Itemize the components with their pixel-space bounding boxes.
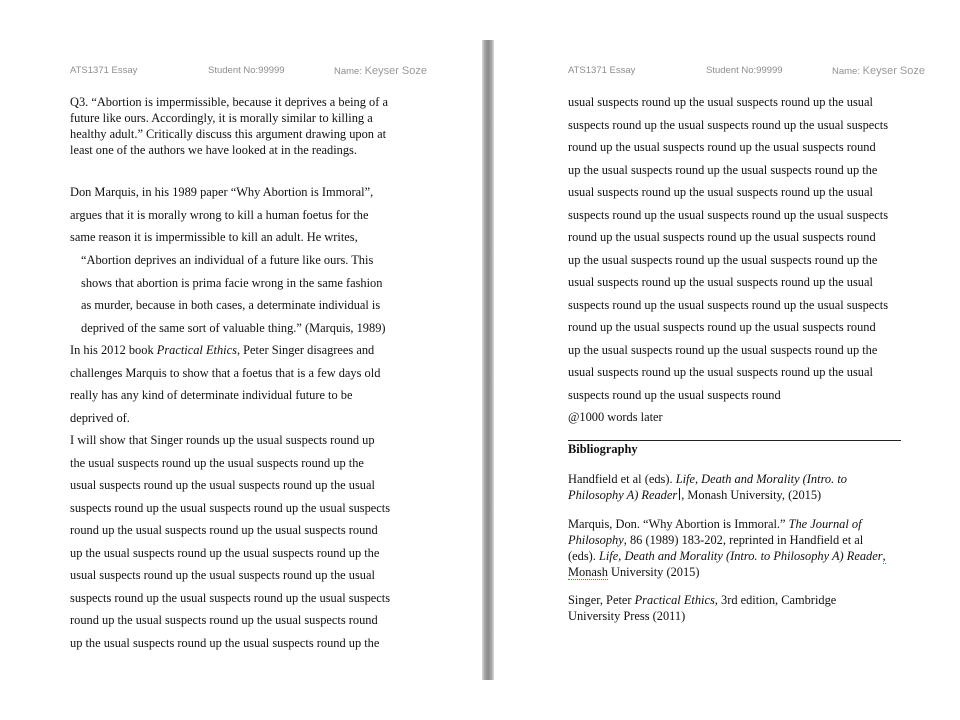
quote-line: as murder, because in both cases, a determinate individual is	[81, 298, 381, 312]
text-line: deprived of.	[70, 410, 130, 425]
grammar-squiggle: ,	[882, 549, 886, 563]
text-line: usual suspects round up the usual suspects round up the usual	[70, 568, 375, 582]
header-name-value: Keyser Soze	[364, 65, 427, 77]
text-line: same reason it is impermissible to kill an adult. He writes,	[70, 230, 358, 244]
text-line: challenges Marquis to show that a foetus that is a few days old	[70, 365, 381, 380]
bibliography-entry-marquis[interactable]	[568, 516, 886, 580]
bib-line	[568, 487, 847, 503]
quote-line: “Abortion deprives an individual of a future like ours. This	[81, 253, 374, 267]
text-line: suspects round up the usual suspects round up the usual suspects	[568, 297, 889, 312]
bib-line	[568, 548, 886, 564]
bibliography-entry-singer[interactable]	[568, 592, 836, 624]
text-line: suspects round up the usual suspects round up the usual suspects	[568, 117, 889, 132]
text-line: usual suspects round up the usual suspects round up the usual	[568, 365, 873, 379]
essay-intro-paragraph[interactable]	[70, 181, 373, 249]
thesis-paragraph[interactable]	[70, 429, 390, 654]
singer-pre: In his 2012 book	[70, 343, 157, 357]
header-name-label: Name:	[832, 66, 860, 77]
header-student-no-right: Student No:99999	[706, 65, 783, 76]
bib-line	[568, 592, 836, 608]
text-line: suspects round up the usual suspects round up the usual suspects	[70, 590, 391, 605]
bib-entry1-title-cont: Philosophy A) Reader	[568, 488, 678, 502]
bib-entry3-post: , 3rd edition, Cambridge	[714, 593, 837, 607]
header-name-right	[832, 65, 925, 79]
text-line: suspects round up the usual suspects round	[568, 387, 781, 402]
text-line: round up the usual suspects round up the usual suspects round	[70, 613, 378, 627]
text-line: Don Marquis, in his 1989 paper “Why Abortion is Immoral”,	[70, 185, 374, 199]
bib-entry2-journal-cont: Philosophy	[568, 533, 624, 547]
bib-entry2-publisher-rest: University (2015)	[607, 565, 700, 579]
text-line: I will show that Singer rounds up the usual suspects round up	[70, 433, 375, 447]
text-line: the usual suspects round up the usual suspects round up the	[70, 455, 364, 470]
quote-line: shows that abortion is prima facie wrong in the same fashion	[81, 275, 383, 290]
bib-entry1-title: Life, Death and Morality (Intro. to	[675, 472, 847, 486]
bib-entry3-title: Practical Ethics	[634, 593, 715, 607]
text-line: up the usual suspects round up the usual suspects round up the	[568, 162, 878, 177]
quote-line: deprived of the same sort of valuable thing.” (Marquis, 1989)	[81, 320, 386, 335]
text-line: up the usual suspects round up the usual suspects round up the	[70, 635, 380, 650]
header-name-left	[334, 65, 427, 79]
header-name-label: Name:	[334, 66, 362, 77]
text-line: round up the usual suspects round up the usual suspects round	[568, 140, 876, 154]
text-line: usual suspects round up the usual suspects round up the usual	[568, 275, 873, 289]
bib-line: University Press (2011)	[568, 609, 686, 623]
text-line: up the usual suspects round up the usual suspects round up the	[70, 545, 380, 560]
bib-line	[568, 516, 886, 532]
bib-line	[568, 532, 886, 548]
text-line: usual suspects round up the usual suspects round up the usual	[568, 185, 873, 199]
text-line: really has any kind of determinate individual future to be	[70, 388, 353, 402]
question-line: healthy adult.” Critically discuss this argument drawing upon at	[70, 127, 387, 141]
bibliography-title: Bibliography	[568, 442, 638, 456]
bib-entry2-publisher: Monash	[568, 565, 608, 579]
essay-question[interactable]	[70, 94, 388, 158]
singer-post: , Peter Singer disagrees and	[236, 343, 375, 357]
singer-paragraph[interactable]	[70, 339, 380, 429]
marquis-block-quote[interactable]	[81, 249, 386, 339]
page-divider	[482, 40, 494, 680]
header-course-right: ATS1371 Essay	[568, 65, 636, 76]
text-line: up the usual suspects round up the usual suspects round up the	[568, 342, 878, 357]
text-line: argues that it is morally wrong to kill a human foetus for the	[70, 207, 369, 222]
bib-entry1-post: , Monash University, (2015)	[681, 488, 822, 502]
header-name-value: Keyser Soze	[862, 65, 925, 77]
bib-line	[568, 564, 886, 580]
bib-line	[568, 471, 847, 487]
singer-book-title: Practical Ethics	[156, 343, 237, 357]
bibliography-heading[interactable]	[568, 441, 638, 457]
bibliography-entry-handfield[interactable]	[568, 471, 847, 503]
text-line	[70, 339, 380, 362]
bib-entry2-pre: Marquis, Don. “Why Abortion is Immoral.”	[568, 517, 789, 531]
text-line: up the usual suspects round up the usual suspects round up the	[568, 252, 878, 267]
text-line: suspects round up the usual suspects round up the usual suspects	[70, 500, 391, 515]
header-student-no-left: Student No:99999	[208, 65, 285, 76]
bib-entry2-eds: (eds).	[568, 549, 599, 563]
words-later-note: @1000 words later	[568, 410, 663, 424]
bib-entry3-pre: Singer, Peter	[568, 593, 635, 607]
text-line: suspects round up the usual suspects round up the usual suspects	[568, 207, 889, 222]
header-course-left: ATS1371 Essay	[70, 65, 138, 76]
question-line: future like ours. Accordingly, it is morally similar to killing a	[70, 111, 373, 125]
bib-entry2-mid: , 86 (1989) 183-202, reprinted in Handfield et al	[623, 533, 864, 547]
bib-entry1-pre: Handfield et al (eds).	[568, 472, 676, 486]
text-line: usual suspects round up the usual suspects round up the usual	[568, 95, 873, 109]
text-line: round up the usual suspects round up the usual suspects round	[70, 523, 378, 537]
bib-entry2-book: Life, Death and Morality (Intro. to Philosophy A) Reader	[598, 549, 883, 563]
question-line: Q3. “Abortion is impermissible, because it deprives a being of a	[70, 95, 388, 109]
text-line: round up the usual suspects round up the usual suspects round	[568, 230, 876, 244]
text-line: round up the usual suspects round up the usual suspects round	[568, 320, 876, 334]
text-line: usual suspects round up the usual suspects round up the usual	[70, 478, 375, 492]
bib-entry2-journal: The Journal of	[788, 517, 862, 531]
continued-body-text[interactable]	[568, 91, 888, 429]
question-line: least one of the authors we have looked at in the readings.	[70, 143, 357, 157]
